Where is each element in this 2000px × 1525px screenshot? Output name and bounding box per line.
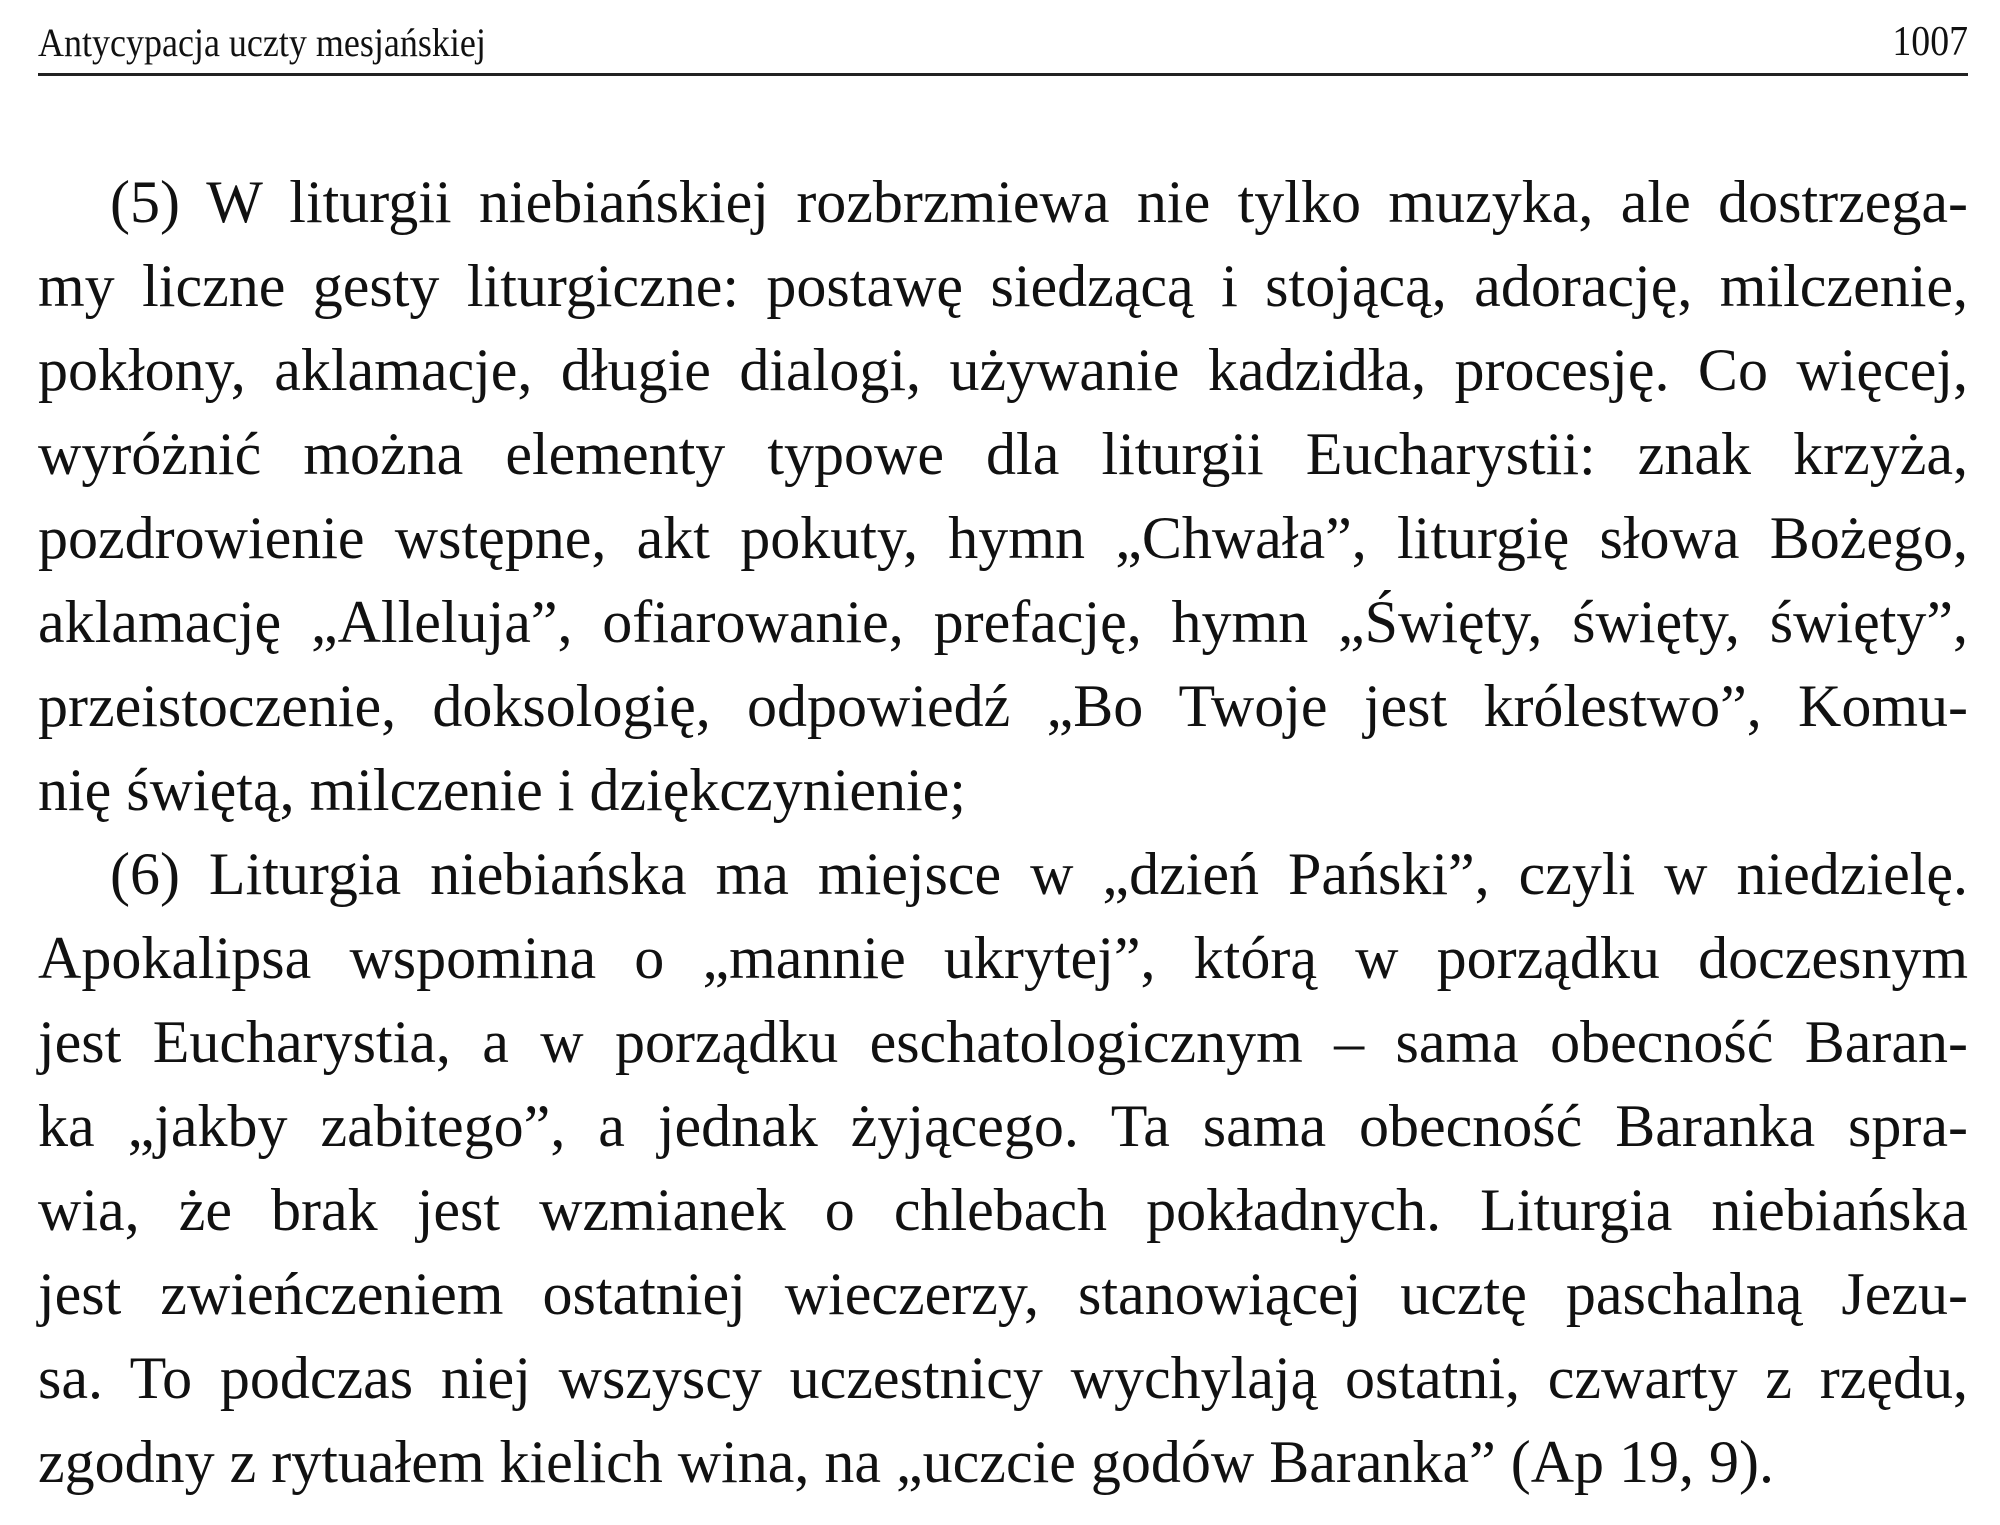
text-line: nię świętą, milczenie i dziękczynienie; — [38, 757, 966, 823]
text-line: (5) W liturgii niebiańskiej rozbrzmiewa nie tylko muzyka, ale dostrzega- — [110, 169, 1968, 235]
text-line: sa. To podczas niej wszyscy uczestnicy wychylają ostatni, czwarty z rzędu, — [38, 1345, 1968, 1411]
body-text — [38, 160, 1968, 1504]
running-header — [38, 14, 1968, 74]
text-line: jest zwieńczeniem ostatniej wieczerzy, stanowiącej ucztę paschalną Jezu- — [38, 1261, 1968, 1327]
text-line: (6) Liturgia niebiańska ma miejsce w „dzień Pański”, czyli w niedzielę. — [110, 841, 1968, 907]
text-line: pokłony, aklamacje, długie dialogi, używanie kadzidła, procesję. Co więcej, — [38, 337, 1968, 403]
text-line: ka „jakby zabitego”, a jednak żyjącego. Ta sama obecność Baranka spra- — [38, 1093, 1968, 1159]
text-line: przeistoczenie, doksologię, odpowiedź „Bo Twoje jest królestwo”, Komu- — [38, 673, 1968, 739]
text-line: my liczne gesty liturgiczne: postawę siedzącą i stojącą, adorację, milczenie, — [38, 253, 1968, 319]
page-number: 1007 — [1892, 19, 1968, 65]
text-line: Apokalipsa wspomina o „mannie ukrytej”, którą w porządku doczesnym — [38, 925, 1968, 991]
text-line: pozdrowienie wstępne, akt pokuty, hymn „Chwała”, liturgię słowa Bożego, — [38, 505, 1968, 571]
running-title: Antycypacja uczty mesjańskiej — [38, 20, 486, 65]
text-line: wia, że brak jest wzmianek o chlebach pokładnych. Liturgia niebiańska — [38, 1177, 1968, 1243]
text-line: zgodny z rytuałem kielich wina, na „uczcie godów Baranka” (Ap 19, 9). — [38, 1429, 1775, 1495]
text-line: wyróżnić można elementy typowe dla liturgii Eucharystii: znak krzyża, — [38, 421, 1968, 487]
text-line: aklamację „Alleluja”, ofiarowanie, prefację, hymn „Święty, święty, święty”, — [38, 589, 1968, 655]
text-line: jest Eucharystia, a w porządku eschatologicznym – sama obecność Baran- — [38, 1009, 1968, 1075]
header-rule — [38, 73, 1968, 76]
